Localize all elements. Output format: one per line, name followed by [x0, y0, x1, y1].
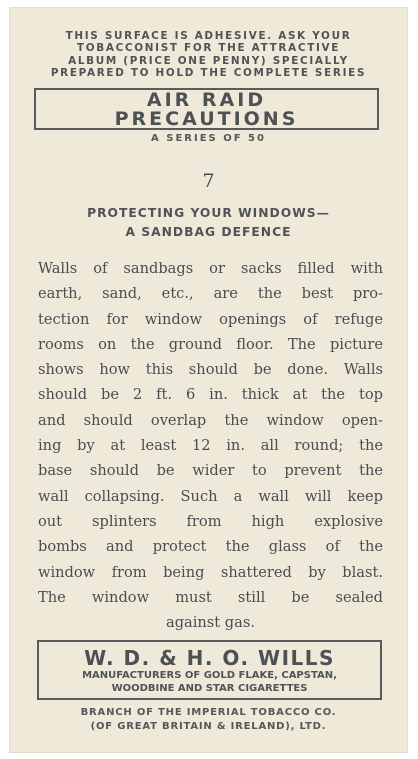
notice-line: TOBACCONIST FOR THE ATTRACTIVE: [76, 42, 341, 55]
body-line: bombs and protect the glass of the: [38, 538, 383, 556]
notice-line: PREPARED TO HOLD THE COMPLETE SERIES: [50, 67, 367, 80]
body-line: against gas.: [166, 614, 255, 632]
body-line: window from being shattered by blast.: [38, 563, 383, 581]
manufacturer-box: [37, 640, 382, 700]
manufacturer-brands-line1: MANUFACTURERS OF GOLD FLAKE, CAPSTAN,: [82, 670, 337, 681]
heading-line1: PROTECTING YOUR WINDOWS—: [87, 206, 330, 220]
body-line: should be 2 ft. 6 in. thick at the top: [38, 386, 383, 404]
body-line: wall collapsing. Such a wall will keep: [38, 487, 383, 505]
branch-line2: (OF GREAT BRITAIN & IRELAND), LTD.: [90, 721, 327, 732]
adhesive-notice: [10, 30, 407, 80]
body-line: and should overlap the window open-: [38, 411, 383, 429]
body-line: earth, sand, etc., are the best pro-: [38, 285, 383, 303]
card-heading: [10, 204, 407, 242]
series-title-line2: PRECAUTIONS: [114, 108, 299, 130]
body-line: ing by at least 12 in. all round; the: [38, 437, 383, 455]
notice-line: ALBUM (PRICE ONE PENNY) SPECIALLY: [68, 54, 349, 67]
body-line: tection for window openings of refuge: [38, 310, 383, 328]
body-line: rooms on the ground floor. The picture: [38, 335, 383, 353]
body-line: base should be wider to prevent the: [38, 462, 383, 480]
series-count: A SERIES OF 50: [151, 133, 266, 144]
body-line: out splinters from high explosive: [38, 512, 383, 530]
manufacturer-brands-line2: WOODBINE AND STAR CIGARETTES: [111, 683, 308, 694]
notice-line: THIS SURFACE IS ADHESIVE. ASK YOUR: [65, 30, 352, 42]
cigarette-card: [10, 8, 407, 752]
card-number: 7: [202, 170, 215, 192]
card-body-text: [38, 256, 383, 635]
branch-footer: [10, 706, 407, 734]
series-title-line1: AIR RAID: [146, 89, 267, 111]
body-line: The window must still be sealed: [38, 588, 383, 606]
body-line: Walls of sandbags or sacks filled with: [38, 260, 383, 277]
manufacturer-name: W. D. & H. O. WILLS: [84, 646, 335, 670]
heading-line2: A SANDBAG DEFENCE: [125, 225, 292, 239]
series-title-box: [34, 88, 379, 130]
body-line: shows how this should be done. Walls: [38, 361, 383, 379]
branch-line1: BRANCH OF THE IMPERIAL TOBACCO CO.: [80, 707, 337, 718]
